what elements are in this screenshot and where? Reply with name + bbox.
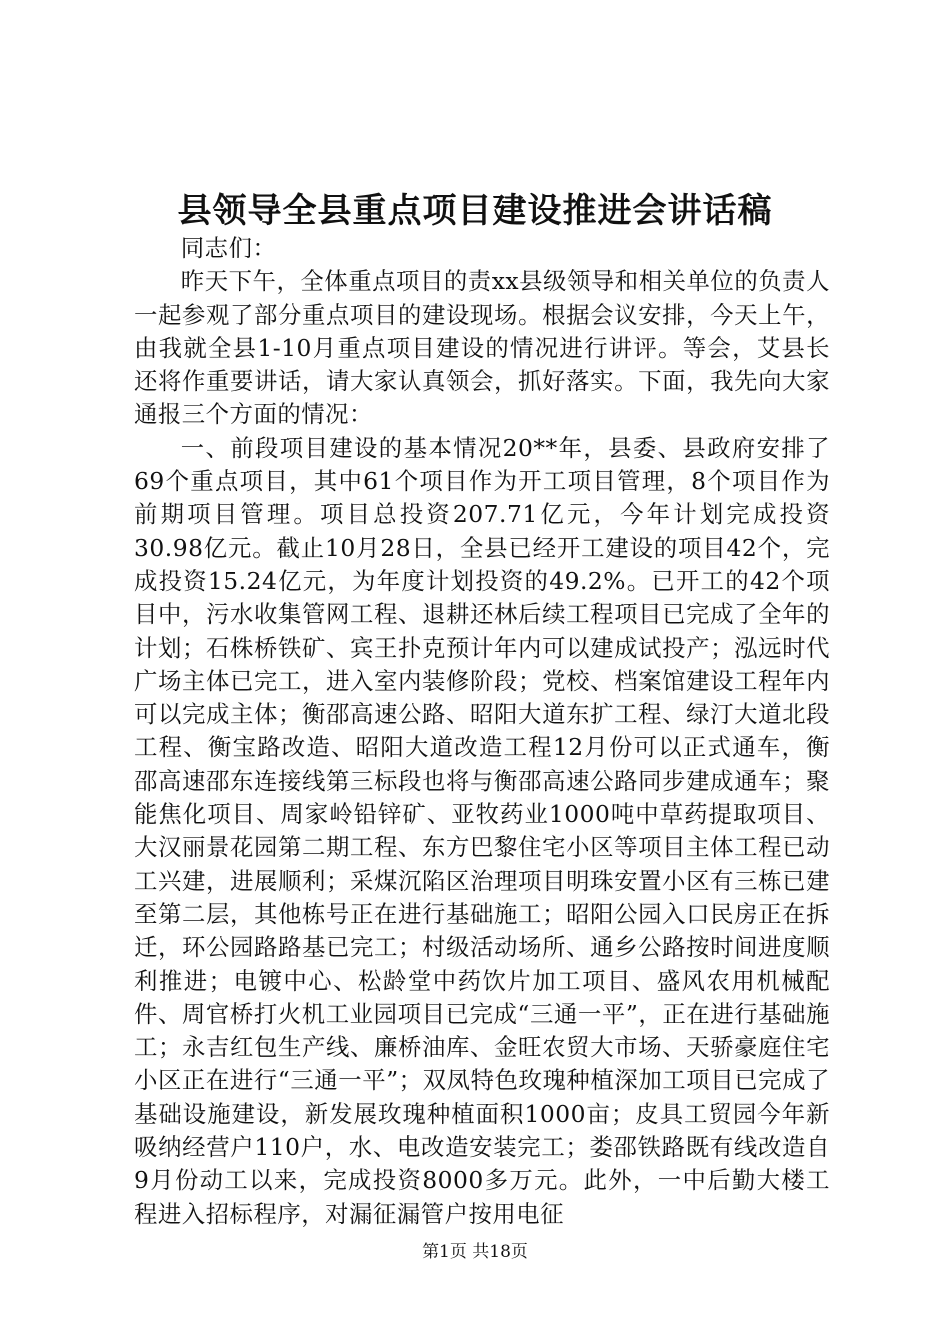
page-number-footer: 第1页 共18页 — [422, 1242, 528, 1262]
project-status-paragraph: 一、前段项目建设的基本情况20**年，县委、县政府安排了69个重点项目，其中61个项目作为开工项目管理，8个项目作为前期项目管理。项目总投资207.71亿元，今年计划完成投资30.98亿元。截止10月28日，全县已经开工建设的项目42个，完成投资15.24亿元，为年度计划投资的49.2%。已开工的42个项目中，污水收集管网工程、退耕还林后续工程项目已完成了全年的计划；石株桥铁矿、宾王扑克预计年内可以建成试投产；泓远时代广场主体已完工，进入室内装修阶段；党校、档案馆建设工程年内可以完成主体；衡邵高速公路、昭阳大道东扩工程、绿汀大道北段工程、衡宝路改造、昭阳大道改造工程12月份可以正式通车，衡邵高速邵东连接线第三标段也将与衡邵高速公路同步建成通车；聚能焦化项目、周家岭铅锌矿、亚牧药业1000吨中草药提取项目、大汉丽景花园第二期工程、东方巴黎住宅小区等项目主体工程已动工兴建，进展顺利；采煤沉陷区治理项目明珠安置小区有三栋已建至第二层，其他栋号正在进行基础施工；昭阳公园入口民房正在拆迁，环公园路路基已完工；村级活动场所、通乡公路按时间进度顺利推进；电镀中心、松龄堂中药饮片加工项目、盛风农用机械配件、周官桥打火机工业园项目已完成“三通一平”，正在进行基础施工；永吉红包生产线、廉桥油库、金旺农贸大市场、天骄豪庭住宅小区正在进行“三通一平”；双凤特色玫瑰种植深加工项目已完成了基础设施建设，新发展玫瑰种植面积1000亩；皮具工贸园今年新吸纳经营户110户，水、电改造安装完工；娄邵铁路既有线改造自9月份动工以来，完成投资8000多万元。此外，一中后勤大楼工程进入招标程序，对漏征漏管户按用电征 — [134, 433, 830, 1228]
document-body — [134, 232, 830, 1231]
intro-paragraph: 昨天下午，全体重点项目的责xx县级领导和相关单位的负责人一起参观了部分重点项目的建设现场。根据会议安排，今天上午，由我就全县1-10月重点项目建设的情况进行讲评。等会，艾县长还将作重要讲话，请大家认真领会，抓好落实。下面，我先向大家通报三个方面的情况： — [134, 267, 830, 429]
greeting-paragraph: 同志们： — [180, 234, 277, 262]
document-title: 县领导全县重点项目建设推进会讲话稿 — [177, 191, 773, 231]
